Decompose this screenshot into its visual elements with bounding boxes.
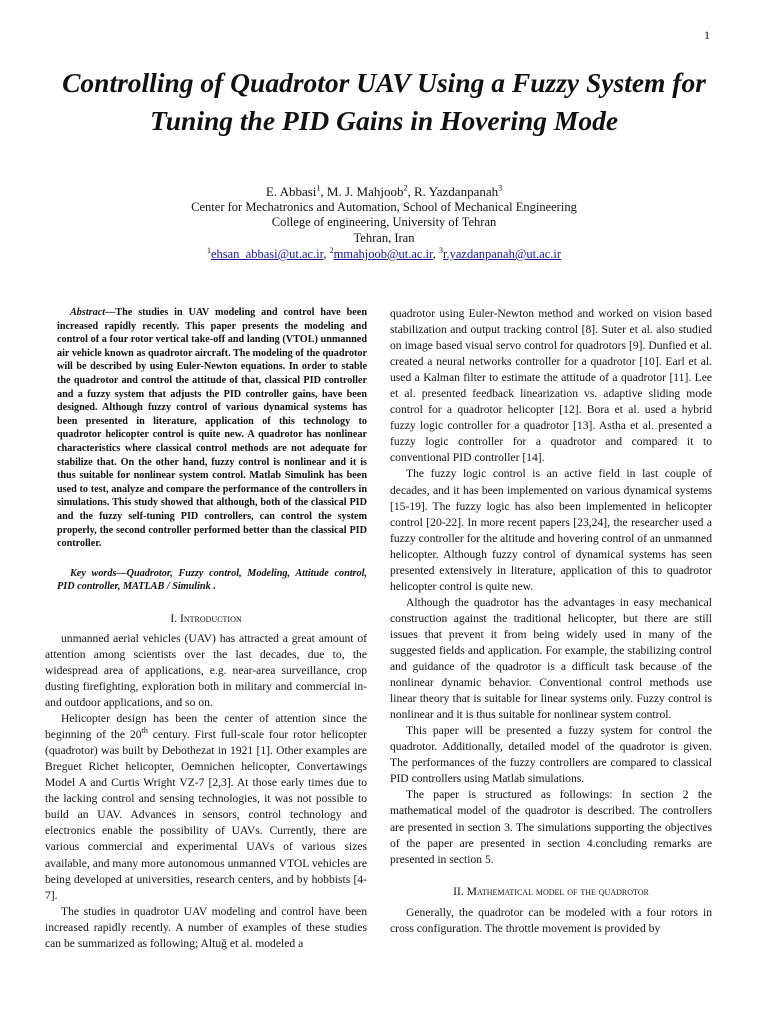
left-column [45,306,367,952]
affiliation-line: Center for Mechatronics and Automation, School of Mechanical Engineering [191,199,577,214]
email-line: $^1$ehsan_abbasi@ut.ac.ir, $^2$mmahjoob@ut.ac.ir, $^3$r.yazdanpanah@ut.ac.ir [206,245,562,261]
author-name: E. Abbasi [265,184,317,199]
paragraph: This paper will be presented a fuzzy system for control the quadrotor. Additionally, detailed model of the quadrotor is given. The performances of the fuzzy controllers are compared to classical PID controllers using Matlab simulations. [390,724,712,786]
paragraph-text: Helicopter design has been the center of attention since the beginning of the 20 [45,712,367,742]
author-name: R. Yazdanpanah [413,184,499,199]
paragraph-text: century. First full-scale four rotor helicopter (quadrotor) was built by Debothezat in 1921 [1]. Other examples are Breguet Richet helicopter, Oemnichen helicopter, Convertawings Model A and Curtis Wright VZ-7 [2,3]. At those early times due to the lacking control and sensing technologies, it was not possible to build an UAV. Advances in sensors, control technology and electronics enable the possibility of UAVs. Currently, there are various commercial and experimental UAVs of various sizes available, and many more autonomous unmanned VTOL vehicles are being developed at universities, research centers, and by hobbists [4-7]. [45,728,367,902]
paragraph: Generally, the quadrotor can be modeled with a four rotors in cross configuration. The throttle movement is provided by [390,905,712,935]
author-superscript: 2 [403,183,408,193]
affiliation-line: College of engineering, University of Tehran [271,215,497,229]
email-superscript: 2 [329,245,334,255]
author-block [60,184,708,263]
keywords: Key words—Quadrotor, Fuzzy control, Modeling, Attitude control, PID controller, MATLAB / Simulink . [57,567,367,593]
email-link[interactable]: r.yazdanpanah@ut.ac.ir [443,247,562,261]
author-superscript: 1 [316,183,321,193]
affiliation-line: Tehran, Iran [353,230,415,245]
email-link[interactable]: ehsan_abbasi@ut.ac.ir [210,247,324,261]
paragraph: quadrotor using Euler-Newton method and worked on vision based stabilization and output tracking control [8]. Suter et al. also studied on image based visual servo control for quadrotors [9]. Dunfied et al. created a neural networks controller for a quadrotor [10]. Earl et al. used a Kalman filter to estimate the attitude of a quadrotor [11]. Lee et al. presented feedback linearization vs. adaptive sliding mode control for a quadrotor helicopter [12]. Bora et al. used a hybrid fuzzy logic controller for a quadrotor [13]. Astha et al. presented a fuzzy logic controller for a quadrotor and compared it to conventional PID controller [14]. [390,307,712,465]
author-superscript: 3 [498,183,503,193]
paragraph: Although the quadrotor has the advantages in easy mechanical construction against the traditional helicopter, but there are still issues that prevent it from being widely used in many of the suggested fields and application. For example, the stabilizing control and guidance of the quadrotor is a difficult task because of the nonlinear dynamic behavior. Conventional control methods use linear theory that is suitable for linear systems only. Fuzzy control is nonlinear and it is thus suitable for nonlinear system control. [390,595,712,722]
email-link[interactable]: mmahjoob@ut.ac.ir [333,247,433,261]
author-name: M. J. Mahjoob [326,184,404,199]
superscript: th [141,726,148,736]
abstract-label: Abstract [70,307,106,318]
paragraph: The paper is structured as followings: In section 2 the mathematical model of the quadrotor is described. The controllers are presented in section 3. The simulations supporting the objectives of the paper are presented in section 4.concluding remarks are presented in section 5. [390,788,712,866]
abstract [45,306,367,551]
right-column [390,306,712,937]
paragraph [45,711,367,904]
paragraph: The fuzzy logic control is an active field in last couple of decades, and it has been implemented on various dynamical systems [15-19]. The fuzzy logic has also been implemented in helicopter control [20-22]. In more recent papers [23,24], the researcher used a fuzzy controller for the altitude and hovering control of an unmanned helicopter. Although fuzzy control of dynamical systems has seen presented extensively in literature, application of this to quadrotor helicopter control is quite new. [390,467,712,593]
section-heading: I. Introduction [170,611,242,625]
authors-line: E. Abbasi$^1$, M. J. Mahjoob$^2$, R. Yazdanpanah$^3$ [265,183,503,199]
page-number: 1 [704,28,710,42]
email-superscript: 3 [439,245,443,255]
abstract-text: —The studies in UAV modeling and control have been increased rapidly recently. This paper presents the modeling and control of a four rotor vertical take-off and landing (VTOL) unmanned air vehicle known as quadrotor aircraft. The modeling of the quadrotor will be described by using Euler-Newton equations. In order to stable the quadrotor and control the attitude of that, classical PID controller and a fuzzy system that adjusts the PID controller gains, have been designed. Although fuzzy control of various dynamical systems has been presented in literature, application of this technology to quadrotor helicopter control is quite new. A quadrotor has nonlinear characteristics where classical control methods are not adequate for stabilize that. On the other hand, fuzzy control is nonlinear and it is thus suitable for nonlinear system control. Matlab Simulink has been used to test, analyze and compare the performance of the controllers in simulations. This study showed that although, both of the classical PID and the fuzzy self-tuning PID controllers, can control the system properly, the second controller performed better than the classical PID controller. [57,307,367,550]
paragraph: The studies in quadrotor UAV modeling and control have been increased rapidly recently. A number of examples of these studies can be summarized as following; Altuğ et al. modeled a [45,904,367,950]
paper-title: Controlling of Quadrotor UAV Using a Fuzzy System for Tuning the PID Gains in Hovering Mode [62,67,706,136]
email-superscript: 1 [206,245,211,255]
section-heading: II. Mathematical model of the quadrotor [453,884,649,898]
paragraph: unmanned aerial vehicles (UAV) has attracted a great amount of attention among scientists over the last decades, due to, the widespread area of applications, e.g. near-area surveillance, crop dusting firefighting, exploration both in military and commercial in- and outdoor applications, and so on. [45,631,367,710]
